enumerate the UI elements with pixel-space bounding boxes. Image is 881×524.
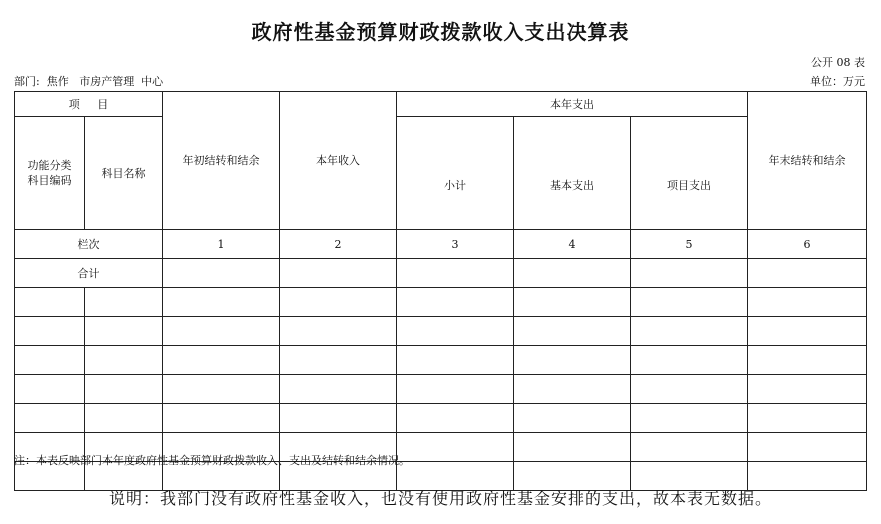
table-cell (280, 259, 397, 288)
table-cell (85, 346, 163, 375)
explanation-text: 说明：我部门没有政府性基金收入，也没有使用政府性基金安排的支出，故本表无数据。 (108, 489, 772, 508)
table-cell (15, 346, 85, 375)
table-cell (85, 288, 163, 317)
table-cell (631, 288, 748, 317)
func-code-header-line1: 功能分类 (27, 159, 72, 172)
table-cell (163, 375, 280, 404)
department-label: 部门: 焦作 市房产管理 中心 (14, 75, 164, 88)
index-number: 6 (748, 230, 867, 259)
table-cell (280, 346, 397, 375)
table-cell (85, 317, 163, 346)
table-cell (163, 288, 280, 317)
index-number: 3 (397, 230, 514, 259)
subtotal-header: 小计 (397, 117, 514, 230)
project-expense-header: 项目支出 (631, 117, 748, 230)
table-cell (397, 404, 514, 433)
table-cell (514, 375, 631, 404)
table-cell (748, 317, 867, 346)
table-row (15, 404, 867, 433)
form-number: 公开 08 表 (811, 56, 865, 69)
table-cell (397, 433, 514, 462)
table-cell (748, 259, 867, 288)
table-cell (15, 404, 85, 433)
table-cell (514, 404, 631, 433)
table-cell (163, 259, 280, 288)
table-cell (15, 288, 85, 317)
table-cell (748, 346, 867, 375)
table-cell (631, 433, 748, 462)
table-cell (280, 288, 397, 317)
table-cell (397, 375, 514, 404)
expense-group-header: 本年支出 (397, 92, 748, 117)
func-code-header-line2: 科目编码 (27, 174, 72, 187)
table-note: 注：本表反映部门本年度政府性基金预算财政拨款收入、支出及结转和结余情况。 (14, 454, 410, 467)
index-number: 2 (280, 230, 397, 259)
table-cell (163, 346, 280, 375)
table-cell (85, 404, 163, 433)
table-cell (631, 259, 748, 288)
table-cell (514, 288, 631, 317)
page-title: 政府性基金预算财政拨款收入支出决算表 (251, 20, 630, 44)
index-number: 5 (631, 230, 748, 259)
index-number: 1 (163, 230, 280, 259)
table-cell (631, 346, 748, 375)
table-row (15, 317, 867, 346)
table-cell (631, 317, 748, 346)
table-row (15, 375, 867, 404)
table-cell (748, 288, 867, 317)
table-cell (514, 433, 631, 462)
item-header: 项 目 (15, 92, 163, 117)
basic-expense-header: 基本支出 (514, 117, 631, 230)
table-cell (15, 317, 85, 346)
table-cell (280, 317, 397, 346)
table-cell (280, 404, 397, 433)
table-cell (163, 404, 280, 433)
total-label: 合计 (15, 259, 163, 288)
unit-label: 单位：万元 (810, 75, 865, 88)
table-cell (397, 317, 514, 346)
func-code-header (15, 117, 85, 230)
table-row (15, 288, 867, 317)
table-cell (748, 433, 867, 462)
table-cell (514, 317, 631, 346)
table-cell (397, 288, 514, 317)
table-cell (631, 404, 748, 433)
table-cell (397, 346, 514, 375)
end-balance-header: 年末结转和结余 (748, 92, 867, 230)
index-label: 栏次 (15, 230, 163, 259)
subject-name-header: 科目名称 (85, 117, 163, 230)
income-header: 本年收入 (280, 92, 397, 230)
table-cell (748, 375, 867, 404)
table-cell (280, 375, 397, 404)
table-row (15, 346, 867, 375)
fund-table (14, 91, 867, 491)
table-cell (15, 375, 85, 404)
table-cell (85, 375, 163, 404)
table-cell (631, 375, 748, 404)
table-cell (514, 259, 631, 288)
table-cell (514, 346, 631, 375)
table-cell (748, 404, 867, 433)
table-cell (397, 259, 514, 288)
begin-balance-header: 年初结转和结余 (163, 92, 280, 230)
table-cell (163, 317, 280, 346)
index-number: 4 (514, 230, 631, 259)
